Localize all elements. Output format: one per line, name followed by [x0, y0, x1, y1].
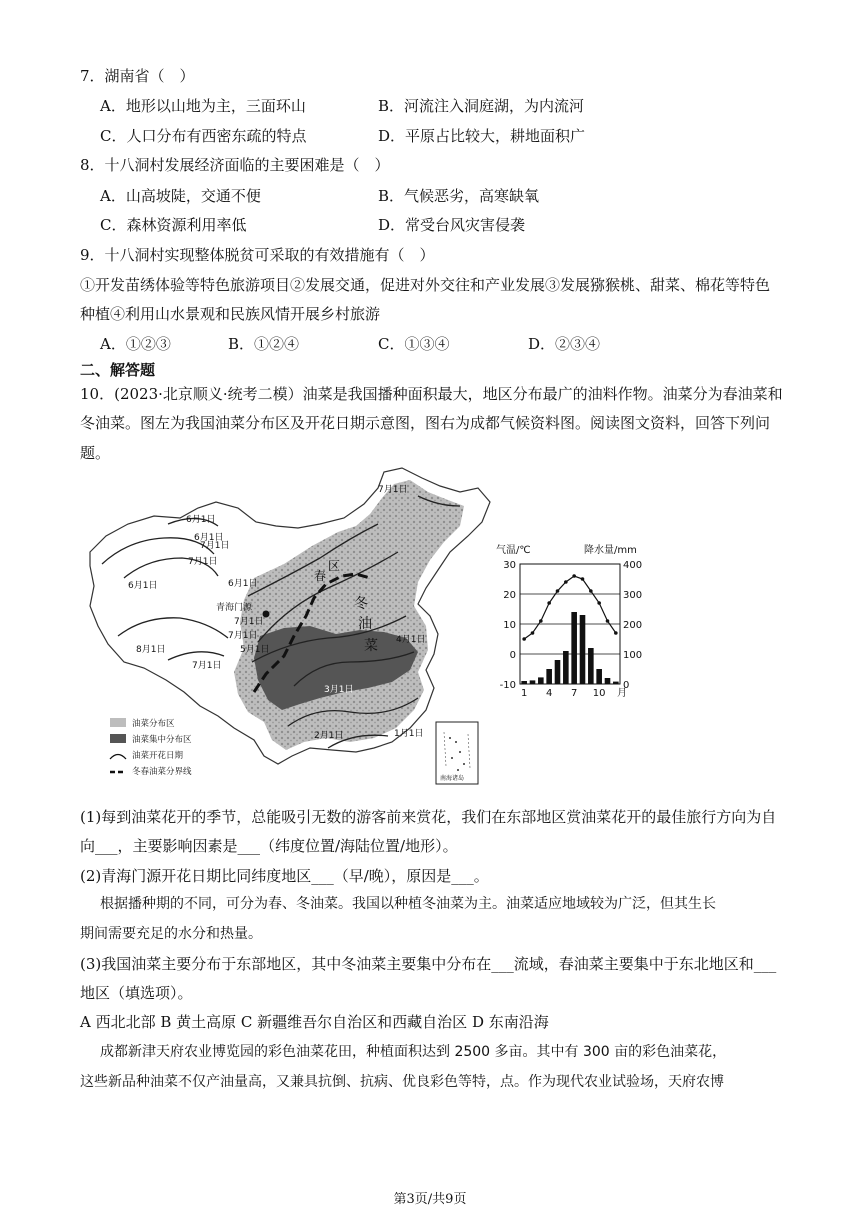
legend-label: 油菜集中分布区: [132, 735, 192, 745]
q10-paragraph1-cont: 期间需要充足的水分和热量。: [80, 926, 262, 942]
map-label: 油: [358, 616, 372, 632]
temperature-point: [522, 637, 526, 641]
map-legend: [110, 718, 192, 777]
temp-tick-label: 30: [503, 560, 516, 571]
map-label: 7月1日: [234, 617, 264, 627]
map-label: 3月1日: [324, 685, 354, 695]
temperature-point: [589, 589, 593, 593]
chengdu-climate-chart: [496, 540, 646, 700]
map-label: 7月1日: [188, 557, 218, 567]
precip-bar: [596, 669, 602, 684]
q9-option-a: A．①②③: [100, 335, 171, 353]
temperature-point: [614, 631, 618, 635]
precip-bar: [563, 651, 569, 684]
precip-bar: [605, 678, 611, 684]
month-unit-label: 月: [617, 688, 627, 699]
temperature-point: [531, 631, 535, 635]
q9-description-line1: ①开发苗绣体验等特色旅游项目②发展交通，促进对外交往和产业发展③发展猕猴桃、甜菜、棉花等特色: [80, 276, 771, 294]
temp-tick-label: 0: [509, 650, 516, 661]
q10-sub3-cont: 地区（填选项）。: [80, 984, 193, 1002]
q7-option-a: A．地形以山地为主，三面环山: [100, 97, 306, 115]
q8-option-c: C．森林资源利用率低: [100, 216, 247, 234]
temp-tick-label: 20: [503, 590, 516, 601]
section-heading: 二、解答题: [80, 361, 156, 379]
q7-option-c: C．人口分布有西密东疏的特点: [100, 127, 307, 145]
q7-stem: 7．湖南省（ ）: [80, 67, 195, 85]
temperature-point: [581, 577, 585, 581]
q9-option-b: B．①②④: [228, 335, 300, 353]
rapeseed-distribution-map: [88, 466, 494, 792]
q10-sub3: (3)我国油菜主要分布于东部地区，其中冬油菜主要集中分布在___流域，春油菜主要集中于东北地区和___: [80, 955, 777, 973]
q10-sub1-cont: 向___，主要影响因素是___（纬度位置/海陆位置/地形）。: [80, 837, 458, 855]
q10-sub1: (1)每到油菜花开的季节，总能吸引无数的游客前来赏花，我们在东部地区赏油菜花开的最佳旅行方向为自: [80, 808, 777, 826]
page-footer: 第3页/共9页: [393, 1192, 467, 1207]
q10-intro-line1: 10．(2023·北京顺义·统考二模）油菜是我国播种面积最大，地区分布最广的油料作物。油菜分为春油菜和: [80, 385, 783, 403]
month-tick-label: 1: [520, 688, 528, 699]
month-tick-label: 7: [570, 688, 578, 699]
legend-label: 油菜开花日期: [132, 751, 184, 761]
precip-bar: [555, 660, 561, 684]
temperature-point: [597, 601, 601, 605]
map-label: 6月1日: [194, 533, 224, 543]
map-label: 1月1日: [394, 729, 424, 739]
precip-bar: [521, 681, 527, 684]
precip-bar: [613, 682, 619, 684]
temperature-line: [524, 576, 616, 639]
temperature-point: [547, 601, 551, 605]
temperature-point: [556, 589, 560, 593]
map-label: 青海门源: [216, 603, 253, 613]
q10-intro-line2: 冬油菜。图左为我国油菜分布区及开花日期示意图，图右为成都气候资料图。阅读图文资料，回答下列问: [80, 414, 771, 432]
map-label: 7月1日: [200, 541, 230, 551]
precip-tick-label: 200: [623, 620, 643, 631]
q10-paragraph2-cont: 这些新品种油菜不仅产油量高，又兼具抗倒、抗病、优良彩色等特，点。作为现代农业试验场，天府农博: [80, 1074, 724, 1090]
q8-option-a: A．山高坡陡，交通不便: [100, 187, 261, 205]
precip-bar: [530, 680, 536, 684]
legend-label: 油菜分布区: [132, 719, 175, 729]
map-label: 6月1日: [228, 579, 258, 589]
map-label: 7月1日: [192, 661, 222, 671]
map-label: 7月1日: [228, 631, 258, 641]
temp-tick-label: 10: [503, 620, 516, 631]
q8-option-d: D．常受台风灾害侵袭: [378, 216, 526, 234]
precip-bar: [588, 648, 594, 684]
q9-description-line2: 种植④利用山水景观和民族风情开展乡村旅游: [80, 305, 381, 323]
temperature-point: [606, 619, 610, 623]
q8-stem: 8．十八洞村发展经济面临的主要困难是（ ）: [80, 156, 390, 174]
precip-tick-label: 300: [623, 590, 643, 601]
month-tick-label: 10: [592, 688, 606, 699]
precip-tick-label: 100: [623, 650, 643, 661]
q7-option-d: D．平原占比较大，耕地面积广: [378, 127, 586, 145]
precip-tick-label: 400: [623, 560, 643, 571]
precip-tick-label: 0: [623, 680, 630, 691]
menyuan-dot: [263, 611, 270, 618]
q9-option-d: D．②③④: [528, 335, 601, 353]
precip-bar: [546, 669, 552, 684]
q9-stem: 9．十八洞村实现整体脱贫可采取的有效措施有（ ）: [80, 246, 435, 264]
q8-option-b: B．气候恶劣，高寒缺氧: [378, 187, 540, 205]
climate-right-title: 降水量/mm: [584, 545, 637, 556]
precip-bar: [580, 615, 586, 684]
temp-tick-label: -10: [499, 680, 516, 691]
precip-bar: [571, 612, 577, 684]
map-label: 冬: [354, 596, 368, 612]
map-label: 6月1日: [128, 581, 158, 591]
temperature-point: [564, 580, 568, 584]
climate-left-title: 气温/℃: [496, 545, 531, 556]
month-tick-label: 4: [545, 688, 553, 699]
q10-intro-line3: 题。: [80, 444, 111, 462]
map-label: 8月1日: [136, 645, 166, 655]
precip-bar: [538, 677, 544, 684]
map-label: 春: [314, 569, 327, 583]
q7-option-b: B．河流注入洞庭湖，为内流河: [378, 97, 585, 115]
map-label: 区: [328, 559, 341, 573]
map-label: 菜: [364, 638, 378, 654]
q10-sub3-options: A 西北北部 B 黄土高原 C 新疆维吾尔自治区和西藏自治区 D 东南沿海: [80, 1013, 549, 1031]
legend-label: 冬春油菜分界线: [132, 767, 192, 777]
map-label: 6月1日: [186, 515, 216, 525]
q10-paragraph1: 根据播种期的不同，可分为春、冬油菜。我国以种植冬油菜为主。油菜适应地域较为广泛，但其生长: [100, 896, 716, 912]
inset-label: 南海诸岛: [440, 775, 465, 782]
q10-sub2: (2)青海门源开花日期比同纬度地区___（早/晚），原因是___。: [80, 867, 489, 885]
q10-paragraph2: 成都新津天府农业博览园的彩色油菜花田，种植面积达到 2500 多亩。其中有 300 亩的彩色油菜花，: [100, 1044, 727, 1060]
map-label: 4月1日: [396, 635, 426, 645]
map-label: 5月1日: [240, 645, 270, 655]
map-label: 7月1日: [378, 485, 408, 495]
map-label: 2月1日: [314, 731, 344, 741]
temperature-point: [539, 619, 543, 623]
temperature-point: [572, 574, 576, 578]
q9-option-c: C．①③④: [378, 335, 450, 353]
